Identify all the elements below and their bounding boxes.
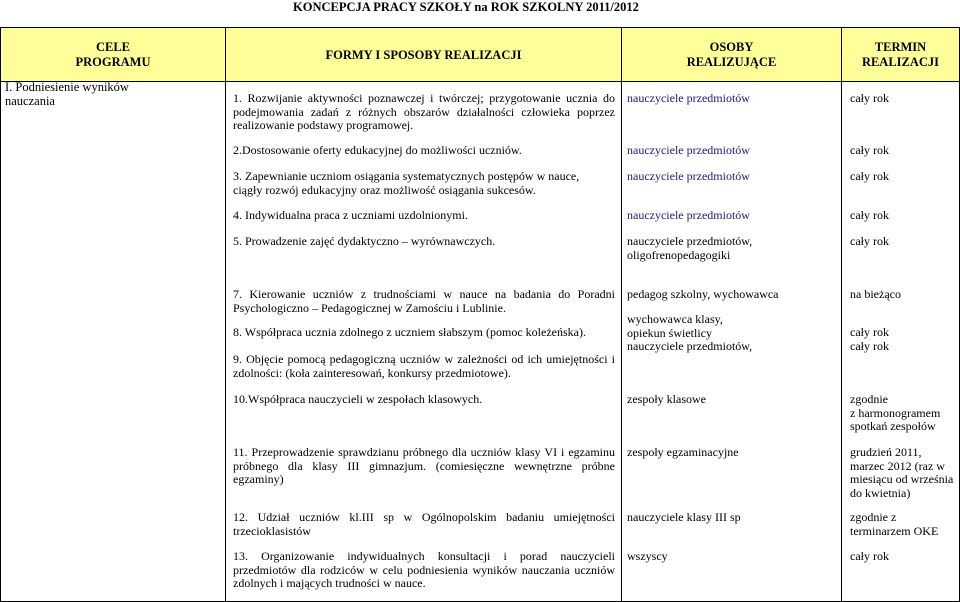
row-11-termin: grudzień 2011, marzec 2012 (raz w miesiącu od września do kwietnia) (850, 445, 954, 500)
row-1-termin: cały rok (850, 91, 889, 105)
row-4-termin: cały rok (850, 208, 889, 222)
row-13-termin: cały rok (850, 549, 889, 563)
row-5-forma: 5. Prowadzenie zajęć dydaktyczno – wyrównawczych. (233, 234, 496, 248)
row-10-osoby: zespoły klasowe (627, 392, 706, 406)
row-8-forma: 8. Współpraca ucznia zdolnego z uczniem słabszym (pomoc koleżeńska). (233, 325, 586, 339)
row-8-termin: cały rok (850, 325, 889, 339)
row-12-osoby: nauczyciele klasy III sp (627, 510, 741, 524)
row-12-forma: 12. Udział uczniów kl.III sp w Ogólnopolskim badaniu umiejętności trzecioklasistów (233, 510, 615, 538)
header-termin: TERMIN REALIZACJI (861, 40, 940, 69)
section-label: I. Podniesienie wyników nauczania (5, 80, 129, 108)
header-osoby: OSOBY REALIZUJĄCE (686, 40, 777, 69)
row-9-forma: 9. Objęcie pomocą pedagogiczną uczniów w zależności od ich umiejętności i zdolności: (koła zainteresowań, konkursy przedmiotowe). (233, 352, 615, 380)
row-2-forma: 2.Dostosowanie oferty edukacyjnej do możliwości uczniów. (233, 143, 522, 157)
row-2-termin: cały rok (850, 143, 889, 157)
row-10-termin: zgodnie z harmonogramem spotkań zespołów (850, 392, 941, 433)
row-9-osoby: nauczyciele przedmiotów, (627, 339, 753, 353)
document-title: KONCEPCJA PRACY SZKOŁY na ROK SZKOLNY 2011/2012 (293, 0, 639, 14)
row-7-termin: na bieżąco (850, 287, 901, 301)
row-8-osoby: wychowawca klasy, opiekun świetlicy (627, 312, 723, 340)
row-13-osoby: wszyscy (627, 549, 668, 563)
row-13-forma: 13. Organizowanie indywidualnych konsultacji i porad nauczycieli przedmiotów dla rodziców w celu podniesienia wyników nauczania uczniów zdolnych i mających trudności w nauce. (233, 549, 615, 590)
row-4-osoby: nauczyciele przedmiotów (627, 208, 750, 222)
header-cele: CELE PROGRAMU (75, 40, 151, 69)
row-7-forma: 7. Kierowanie uczniów z trudnościami w nauce na badania do Poradni Psychologiczno – Pedagogicznej w Zamościu i Lublinie. (233, 287, 615, 315)
header-formy: FORMY I SPOSOBY REALIZACJI (325, 47, 522, 62)
row-5-termin: cały rok (850, 234, 889, 248)
row-11-osoby: zespoły egzaminacyjne (627, 445, 739, 459)
row-2-osoby: nauczyciele przedmiotów (627, 143, 750, 157)
row-5-osoby: nauczyciele przedmiotów, oligofrenopedagogiki (627, 234, 753, 262)
row-7-osoby: pedagog szkolny, wychowawca (627, 287, 779, 301)
row-9-termin: cały rok (850, 339, 889, 353)
row-3-osoby: nauczyciele przedmiotów (627, 169, 750, 183)
row-4-forma: 4. Indywidualna praca z uczniami uzdolnionymi. (233, 208, 468, 222)
row-3-forma: 3. Zapewnianie uczniom osiągania systematycznych postępów w nauce, ciągły rozwój edukacyjny oraz możliwość osiągania sukcesów. (233, 169, 580, 197)
row-11-forma: 11. Przeprowadzenie sprawdzianu próbnego dla uczniów klasy VI i egzaminu próbnego dla klasy III gimnazjum. (comiesięczne wewnętrzne próbne egzaminy) (233, 445, 615, 486)
row-3-termin: cały rok (850, 169, 889, 183)
row-10-forma: 10.Współpraca nauczycieli w zespołach klasowych. (233, 392, 483, 406)
row-1-forma: 1. Rozwijanie aktywności poznawczej i twórczej; przygotowanie ucznia do podejmowania zadań z różnych obszarów działalności człowieka poprzez realizowanie podstawy programowej. (233, 91, 615, 132)
row-12-termin: zgodnie z terminarzem OKE (850, 510, 939, 538)
row-1-osoby: nauczyciele przedmiotów (627, 91, 750, 105)
